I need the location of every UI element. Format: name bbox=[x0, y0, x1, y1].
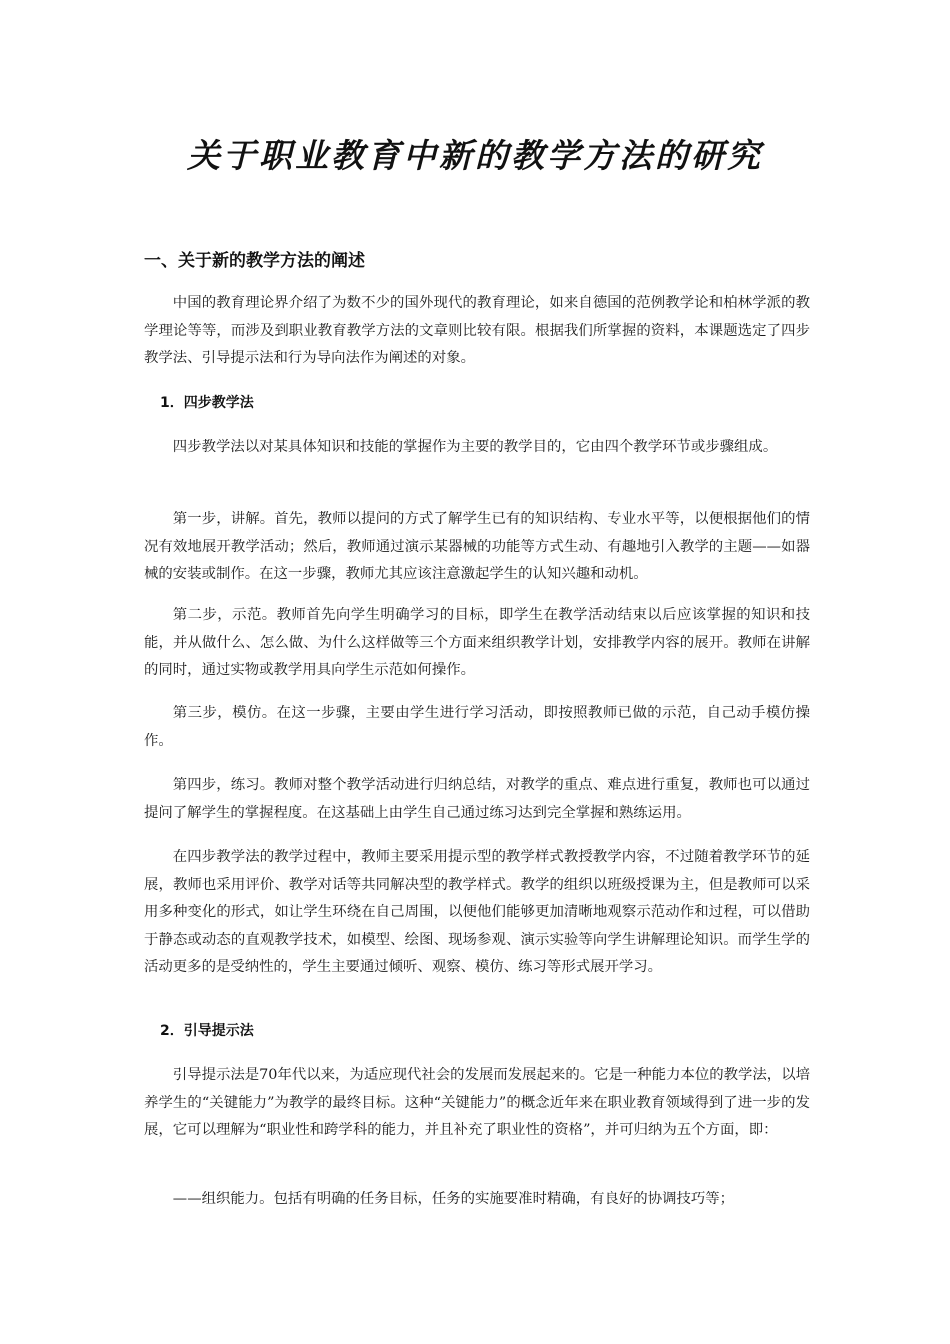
paragraph-step-four: 第四步，练习。教师对整个教学活动进行归纳总结，对教学的重点、难点进行重复，教师也可以通过提问了解学生的掌握程度。在这基础上由学生自己通过练习达到完全掌握和熟练运用。 bbox=[144, 777, 810, 821]
section-1-intro-paragraph: 中国的教育理论界介绍了为数不少的国外现代的教育理论，如来自德国的范例教学论和柏林学派的教学理论等等，而涉及到职业教育教学方法的文章则比较有限。根据我们所掌握的资料，本课题选定了四步教学法、引导提示法和行为导向法作为阐述的对象。 bbox=[144, 295, 810, 366]
paragraph-step-three: 第三步，模仿。在这一步骤，主要由学生进行学习活动，即按照教师已做的示范，自己动手模仿操作。 bbox=[144, 705, 810, 749]
paragraph-step-one: 第一步，讲解。首先，教师以提问的方式了解学生已有的知识结构、专业水平等，以便根据他们的情况有效地展开教学活动；然后，教师通过演示某器械的功能等方式生动、有趣地引入教学的主题——如器械的安装或制作。在这一步骤，教师尤其应该注意激起学生的认知兴趣和动机。 bbox=[144, 511, 810, 582]
paragraph-step-two: 第二步，示范。教师首先向学生明确学习的目标，即学生在教学活动结束以后应该掌握的知识和技能，并从做什么、怎么做、为什么这样做等三个方面来组织教学计划，安排教学内容的展开。教师在讲解的同时，通过实物或教学用具向学生示范如何操作。 bbox=[144, 607, 810, 678]
document-title: 关于职业教育中新的教学方法的研究 bbox=[187, 136, 763, 175]
paragraph-four-step-overview: 四步教学法以对某具体知识和技能的掌握作为主要的教学目的，它由四个教学环节或步骤组成。 bbox=[172, 439, 778, 455]
subsection-heading-four-step-method: 1．四步教学法 bbox=[160, 395, 254, 411]
paragraph-four-step-process: 在四步教学法的教学过程中，教师主要采用提示型的教学样式教授教学内容，不过随着教学环节的延展，教师也采用评价、教学对话等共同解决型的教学样式。教学的组织以班级授课为主，但是教师可以采用多种变化的形式，如让学生环绕在自己周围，以便他们能够更加清晰地观察示范动作和过程，可以借助于静态或动态的直观教学技术，如模型、绘图、现场参观、演示实验等向学生讲解理论知识。而学生学的活动更多的是受纳性的，学生主要通过倾听、观察、模仿、练习等形式展开学习。 bbox=[144, 849, 810, 975]
paragraph-organizational-ability: ——组织能力。包括有明确的任务目标，任务的实施要准时精确，有良好的协调技巧等； bbox=[172, 1191, 735, 1207]
subsection-heading-guided-prompt-method: 2．引导提示法 bbox=[160, 1023, 254, 1039]
paragraph-guided-prompt-overview: 引导提示法是70年代以来，为适应现代社会的发展而发展起来的。它是一种能力本位的教学法，以培养学生的“关键能力”为教学的最终目标。这种“关键能力”的概念近年来在职业教育领域得到了进一步的发展，它可以理解为“职业性和跨学科的能力，并且补充了职业性的资格”，并可归纳为五个方面，即： bbox=[144, 1067, 810, 1138]
section-heading-1: 一、关于新的教学方法的阐述 bbox=[144, 251, 365, 271]
